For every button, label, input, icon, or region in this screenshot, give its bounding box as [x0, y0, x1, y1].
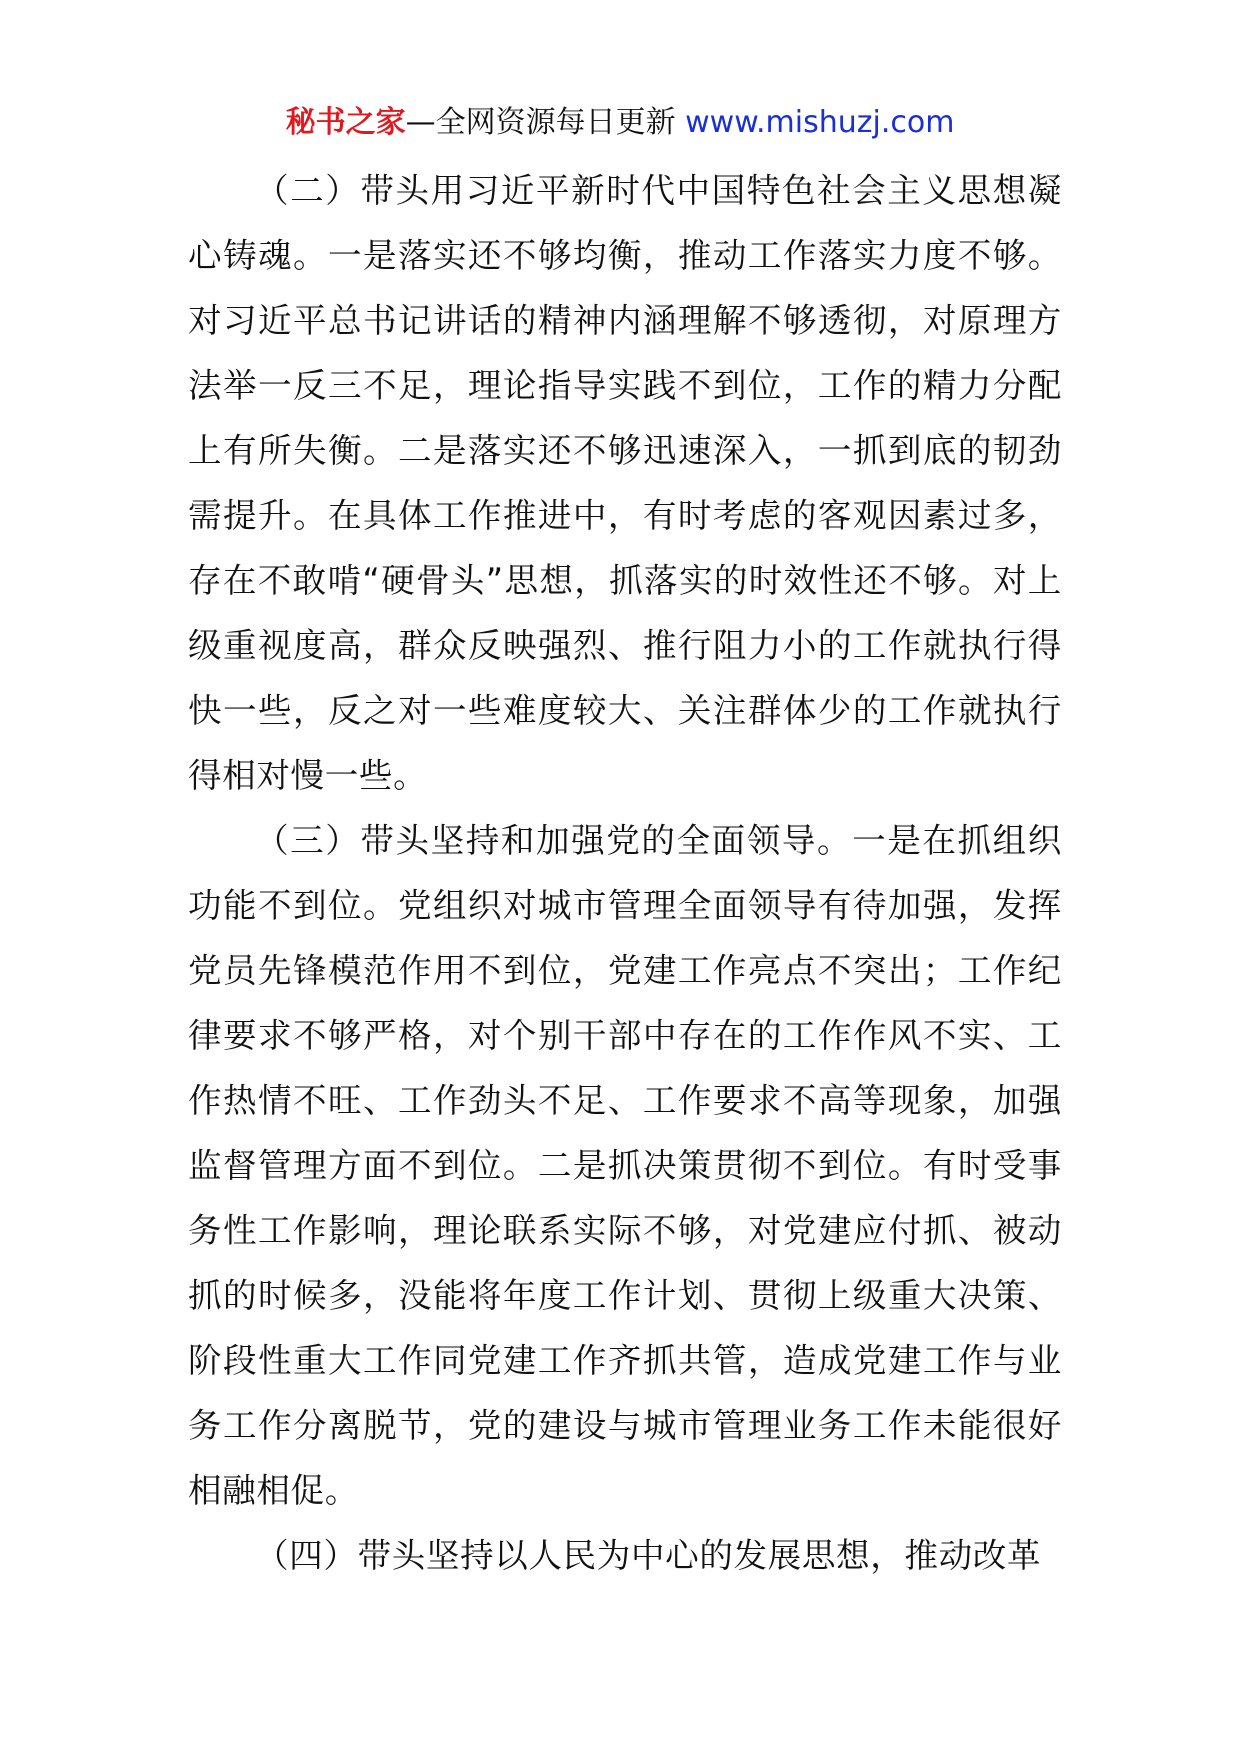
site-slogan: —全网资源每日更新	[405, 105, 686, 140]
site-url[interactable]: www.mishuzj.com	[685, 105, 955, 140]
document-body	[188, 158, 1062, 1588]
paragraph-section-4: （四）带头坚持以人民为中心的发展思想，推动改革	[255, 1536, 1042, 1575]
site-brand: 秘书之家	[285, 105, 406, 140]
paragraph-section-2: （二）带头用习近平新时代中国特色社会主义思想凝心铸魂。一是落实还不够均衡，推动工作落实力度不够。对习近平总书记讲话的精神内涵理解不够透彻，对原理方法举一反三不足，理论指导实践不到位，工作的精力分配上有所失衡。二是落实还不够迅速深入，一抓到底的韧劲需提升。在具体工作推进中，有时考虑的客观因素过多，存在不敢啃“硬骨头”思想，抓落实的时效性还不够。对上级重视度高，群众反映强烈、推行阻力小的工作就执行得快一些，反之对一些难度较大、关注群体少的工作就执行得相对慢一些。	[188, 171, 1062, 795]
paragraph-section-3: （三）带头坚持和加强党的全面领导。一是在抓组织功能不到位。党组织对城市管理全面领导有待加强，发挥党员先锋模范作用不到位，党建工作亮点不突出；工作纪律要求不够严格，对个别干部中存在的工作作风不实、工作热情不旺、工作劲头不足、工作要求不高等现象，加强监督管理方面不到位。二是抓决策贯彻不到位。有时受事务性工作影响，理论联系实际不够，对党建应付抓、被动抓的时候多，没能将年度工作计划、贯彻上级重大决策、阶段性重大工作同党建工作齐抓共管，造成党建工作与业务工作分离脱节，党的建设与城市管理业务工作未能很好相融相促。	[188, 821, 1062, 1510]
site-header	[0, 98, 1240, 148]
